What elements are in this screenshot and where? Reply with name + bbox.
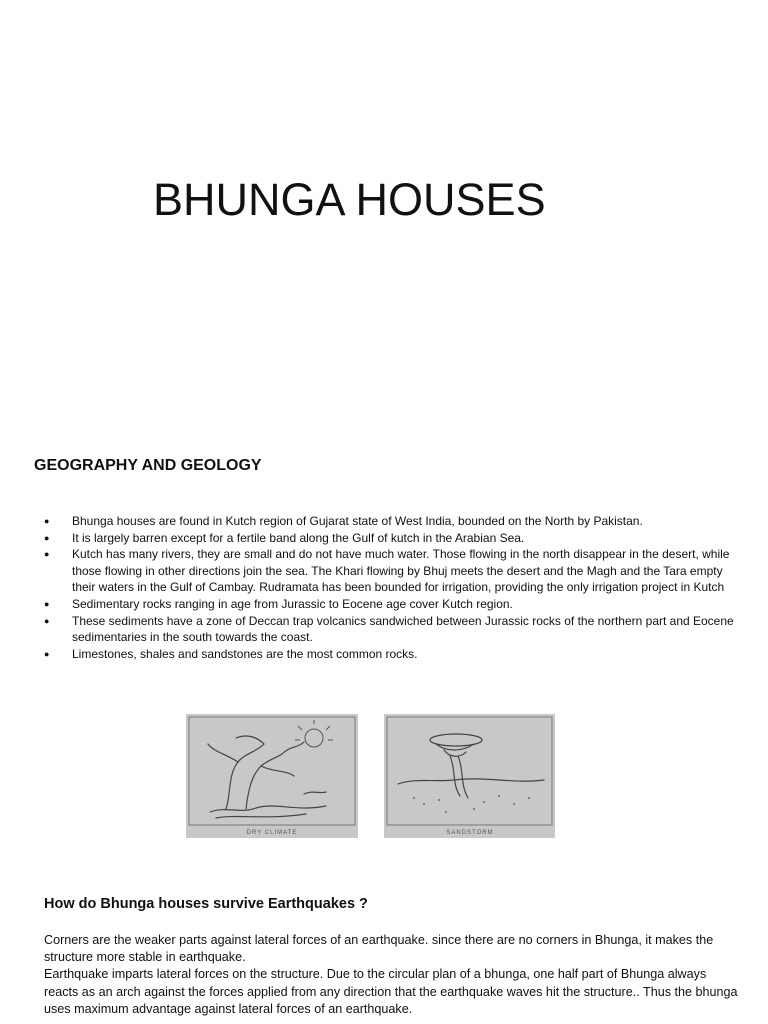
earthquake-heading: How do Bhunga houses survive Earthquakes ? <box>44 896 368 912</box>
paragraph: Corners are the weaker parts against lateral forces of an earthquake. since there are no corners in Bhunga, it makes the structure more stable in earthquake. <box>44 933 714 965</box>
dry-climate-drawing <box>186 714 358 838</box>
list-item: ● Limestones, shales and sandstones are the most common rocks. <box>44 646 744 663</box>
sandstorm-sketch <box>384 714 555 838</box>
list-item: ● These sediments have a zone of Deccan trap volcanics sandwiched between Jurassic rocks of the northern part and Eocene sedimentaries in the south towards the coast. <box>44 613 744 646</box>
dry-climate-sketch <box>186 714 358 838</box>
sketch-caption-left: DRY CLIMATE <box>246 830 298 836</box>
sandstorm-drawing <box>384 714 555 838</box>
list-item: ● Sedimentary rocks ranging in age from Jurassic to Eocene age cover Kutch region. <box>44 596 744 613</box>
earthquake-body <box>44 932 744 1018</box>
list-item: ● It is largely barren except for a fertile band along the Gulf of kutch in the Arabian Sea. <box>44 530 744 547</box>
paragraph: Earthquake imparts lateral forces on the structure. Due to the circular plan of a bhunga, one half part of Bhunga always reacts as an arch against the forces applied from any direction that the earthquake waves hit the structure.. Thus the bhunga uses maximum advantage against lateral forces of an earthquake. <box>44 967 738 1016</box>
sketch-caption-right: SANDSTORM <box>446 830 494 836</box>
geography-bullet-list <box>44 513 744 662</box>
list-item: ● Bhunga houses are found in Kutch region of Gujarat state of West India, bounded on the North by Pakistan. <box>44 513 744 530</box>
list-item: ● Kutch has many rivers, they are small and do not have much water. Those flowing in the north disappear in the desert, while those flowing in other directions join the sea. The Khari flowing by Bhuj meets the desert and the Magh and the Tara empty their waters in the Gulf of Cambay. Rudramata has been bounded for irrigation, providing the only irrigation project in Kutch <box>44 546 744 596</box>
section-heading: GEOGRAPHY AND GEOLOGY <box>34 457 262 474</box>
page-title: BHUNGA HOUSES <box>153 174 546 225</box>
